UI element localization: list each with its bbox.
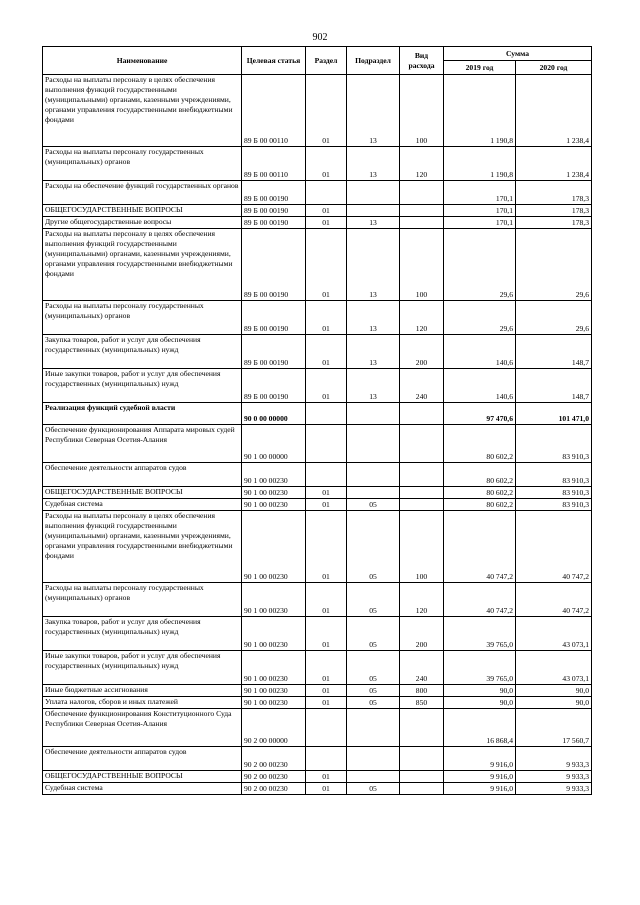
cell-name: ОБЩЕГОСУДАРСТВЕННЫЕ ВОПРОСЫ xyxy=(43,771,242,783)
cell-expense-type xyxy=(400,403,444,425)
table-row xyxy=(43,709,592,747)
cell-expense-type xyxy=(400,783,444,795)
cell-name: Расходы на выплаты персоналу в целях обеспечения выполнения функций государственными (муниципальными) органами, казенными учреждениями, органами управления государственными внебюджетными фондами xyxy=(43,75,242,147)
cell-section: 01 xyxy=(306,217,347,229)
cell-target-article: 90 1 00 00230 xyxy=(242,583,306,617)
table-row xyxy=(43,771,592,783)
cell-subsection: 13 xyxy=(347,147,400,181)
cell-target-article: 89 Б 00 00190 xyxy=(242,217,306,229)
cell-expense-type: 200 xyxy=(400,617,444,651)
cell-name: Закупка товаров, работ и услуг для обеспечения государственных (муниципальных) нужд xyxy=(43,617,242,651)
cell-target-article: 90 1 00 00230 xyxy=(242,697,306,709)
cell-amount-2020: 29,6 xyxy=(516,301,592,335)
cell-expense-type: 100 xyxy=(400,75,444,147)
cell-section: 01 xyxy=(306,697,347,709)
cell-target-article: 90 2 00 00000 xyxy=(242,709,306,747)
table-row xyxy=(43,583,592,617)
table-row xyxy=(43,369,592,403)
cell-section: 01 xyxy=(306,771,347,783)
cell-section: 01 xyxy=(306,487,347,499)
cell-expense-type: 100 xyxy=(400,229,444,301)
cell-name: Иные бюджетные ассигнования xyxy=(43,685,242,697)
table-row xyxy=(43,487,592,499)
cell-name: Судебная система xyxy=(43,499,242,511)
cell-expense-type xyxy=(400,487,444,499)
cell-subsection: 05 xyxy=(347,499,400,511)
cell-amount-2019: 140,6 xyxy=(444,335,516,369)
cell-name: Расходы на выплаты персоналу государственных (муниципальных) органов xyxy=(43,301,242,335)
cell-amount-2020: 178,3 xyxy=(516,181,592,205)
cell-amount-2020: 83 910,3 xyxy=(516,487,592,499)
cell-amount-2020: 90,0 xyxy=(516,697,592,709)
cell-name: Другие общегосударственные вопросы xyxy=(43,217,242,229)
cell-target-article: 90 1 00 00000 xyxy=(242,425,306,463)
cell-subsection: 13 xyxy=(347,229,400,301)
cell-section: 01 xyxy=(306,301,347,335)
table-row xyxy=(43,425,592,463)
cell-amount-2020: 90,0 xyxy=(516,685,592,697)
cell-amount-2019: 80 602,2 xyxy=(444,499,516,511)
cell-name: Обеспечение деятельности аппаратов судов xyxy=(43,463,242,487)
cell-target-article: 89 Б 00 00110 xyxy=(242,147,306,181)
cell-subsection xyxy=(347,205,400,217)
cell-amount-2019: 9 916,0 xyxy=(444,771,516,783)
cell-expense-type: 120 xyxy=(400,301,444,335)
cell-target-article: 90 1 00 00230 xyxy=(242,651,306,685)
cell-subsection: 05 xyxy=(347,685,400,697)
table-row xyxy=(43,697,592,709)
cell-amount-2020: 1 238,4 xyxy=(516,75,592,147)
cell-amount-2020: 83 910,3 xyxy=(516,463,592,487)
cell-amount-2019: 170,1 xyxy=(444,181,516,205)
cell-amount-2019: 9 916,0 xyxy=(444,783,516,795)
table-row xyxy=(43,783,592,795)
cell-expense-type xyxy=(400,771,444,783)
cell-section: 01 xyxy=(306,583,347,617)
cell-amount-2020: 9 933,3 xyxy=(516,783,592,795)
cell-expense-type: 240 xyxy=(400,369,444,403)
cell-amount-2020: 148,7 xyxy=(516,335,592,369)
header-year-2020: 2020 год xyxy=(516,61,592,75)
cell-section xyxy=(306,463,347,487)
cell-amount-2019: 1 190,8 xyxy=(444,75,516,147)
cell-amount-2020: 29,6 xyxy=(516,229,592,301)
cell-target-article: 89 Б 00 00190 xyxy=(242,335,306,369)
cell-expense-type: 100 xyxy=(400,511,444,583)
cell-amount-2020: 40 747,2 xyxy=(516,583,592,617)
cell-amount-2019: 29,6 xyxy=(444,301,516,335)
cell-amount-2019: 16 868,4 xyxy=(444,709,516,747)
cell-amount-2020: 9 933,3 xyxy=(516,747,592,771)
cell-name: Обеспечение функционирования Конституционного Суда Республики Северная Осетия-Алания xyxy=(43,709,242,747)
cell-target-article: 90 1 00 00230 xyxy=(242,617,306,651)
cell-subsection: 05 xyxy=(347,697,400,709)
cell-expense-type xyxy=(400,463,444,487)
table-row xyxy=(43,301,592,335)
cell-subsection xyxy=(347,181,400,205)
cell-target-article: 90 1 00 00230 xyxy=(242,511,306,583)
cell-name: Расходы на обеспечение функций государственных органов xyxy=(43,181,242,205)
cell-section: 01 xyxy=(306,335,347,369)
cell-name: Расходы на выплаты персоналу в целях обеспечения выполнения функций государственными (муниципальными) органами, казенными учреждениями, органами управления государственными внебюджетными фондами xyxy=(43,511,242,583)
table-row xyxy=(43,463,592,487)
cell-name: Обеспечение функционирования Аппарата мировых судей Республики Северная Осетия-Алания xyxy=(43,425,242,463)
cell-section xyxy=(306,709,347,747)
cell-section xyxy=(306,425,347,463)
cell-section: 01 xyxy=(306,229,347,301)
cell-amount-2019: 80 602,2 xyxy=(444,425,516,463)
cell-amount-2019: 170,1 xyxy=(444,205,516,217)
cell-amount-2020: 148,7 xyxy=(516,369,592,403)
cell-name: Иные закупки товаров, работ и услуг для обеспечения государственных (муниципальных) нужд xyxy=(43,651,242,685)
cell-subsection xyxy=(347,403,400,425)
cell-subsection xyxy=(347,709,400,747)
cell-amount-2019: 40 747,2 xyxy=(444,583,516,617)
cell-expense-type xyxy=(400,205,444,217)
table-row xyxy=(43,217,592,229)
cell-amount-2020: 43 073,1 xyxy=(516,617,592,651)
cell-expense-type xyxy=(400,747,444,771)
cell-subsection xyxy=(347,487,400,499)
table-row xyxy=(43,651,592,685)
cell-target-article: 90 0 00 00000 xyxy=(242,403,306,425)
cell-subsection: 13 xyxy=(347,301,400,335)
cell-section: 01 xyxy=(306,147,347,181)
cell-target-article: 89 Б 00 00190 xyxy=(242,181,306,205)
cell-target-article: 90 2 00 00230 xyxy=(242,783,306,795)
cell-name: ОБЩЕГОСУДАРСТВЕННЫЕ ВОПРОСЫ xyxy=(43,487,242,499)
table-row xyxy=(43,403,592,425)
cell-expense-type: 200 xyxy=(400,335,444,369)
cell-name: Закупка товаров, работ и услуг для обеспечения государственных (муниципальных) нужд xyxy=(43,335,242,369)
cell-subsection xyxy=(347,747,400,771)
cell-section: 01 xyxy=(306,651,347,685)
budget-table xyxy=(42,46,592,795)
cell-target-article: 90 2 00 00230 xyxy=(242,771,306,783)
table-row xyxy=(43,511,592,583)
cell-amount-2019: 80 602,2 xyxy=(444,463,516,487)
cell-amount-2019: 80 602,2 xyxy=(444,487,516,499)
cell-subsection: 05 xyxy=(347,651,400,685)
cell-section xyxy=(306,747,347,771)
cell-section: 01 xyxy=(306,75,347,147)
cell-section: 01 xyxy=(306,511,347,583)
cell-section xyxy=(306,181,347,205)
header-year-2019: 2019 год xyxy=(444,61,516,75)
cell-target-article: 89 Б 00 00190 xyxy=(242,301,306,335)
cell-expense-type xyxy=(400,217,444,229)
cell-name: ОБЩЕГОСУДАРСТВЕННЫЕ ВОПРОСЫ xyxy=(43,205,242,217)
cell-target-article: 90 1 00 00230 xyxy=(242,463,306,487)
cell-name: Уплата налогов, сборов и иных платежей xyxy=(43,697,242,709)
header-section: Раздел xyxy=(306,47,347,75)
header-sum: Сумма xyxy=(444,47,592,61)
cell-target-article: 89 Б 00 00110 xyxy=(242,75,306,147)
cell-expense-type xyxy=(400,181,444,205)
cell-subsection: 13 xyxy=(347,75,400,147)
cell-expense-type xyxy=(400,709,444,747)
table-row xyxy=(43,617,592,651)
cell-expense-type: 800 xyxy=(400,685,444,697)
page-number: 902 xyxy=(312,32,328,43)
cell-subsection xyxy=(347,463,400,487)
table-row xyxy=(43,747,592,771)
table-body xyxy=(43,75,592,795)
header-name: Наименование xyxy=(43,47,242,75)
cell-target-article: 90 1 00 00230 xyxy=(242,685,306,697)
cell-section: 01 xyxy=(306,369,347,403)
table-row xyxy=(43,685,592,697)
cell-expense-type: 240 xyxy=(400,651,444,685)
cell-amount-2020: 1 238,4 xyxy=(516,147,592,181)
cell-amount-2019: 90,0 xyxy=(444,697,516,709)
cell-section: 01 xyxy=(306,617,347,651)
cell-amount-2020: 43 073,1 xyxy=(516,651,592,685)
table-row xyxy=(43,205,592,217)
table-row xyxy=(43,335,592,369)
cell-subsection: 05 xyxy=(347,583,400,617)
cell-amount-2019: 90,0 xyxy=(444,685,516,697)
cell-amount-2019: 39 765,0 xyxy=(444,651,516,685)
cell-amount-2019: 170,1 xyxy=(444,217,516,229)
cell-name: Расходы на выплаты персоналу государственных (муниципальных) органов xyxy=(43,583,242,617)
cell-amount-2020: 101 471,0 xyxy=(516,403,592,425)
table-row xyxy=(43,229,592,301)
cell-amount-2020: 83 910,3 xyxy=(516,499,592,511)
cell-amount-2020: 9 933,3 xyxy=(516,771,592,783)
cell-subsection xyxy=(347,425,400,463)
cell-section: 01 xyxy=(306,685,347,697)
cell-expense-type xyxy=(400,499,444,511)
cell-name: Расходы на выплаты персоналу государственных (муниципальных) органов xyxy=(43,147,242,181)
cell-subsection: 05 xyxy=(347,783,400,795)
cell-name: Обеспечение деятельности аппаратов судов xyxy=(43,747,242,771)
cell-section: 01 xyxy=(306,205,347,217)
cell-target-article: 90 1 00 00230 xyxy=(242,499,306,511)
cell-expense-type xyxy=(400,425,444,463)
cell-subsection: 05 xyxy=(347,511,400,583)
cell-target-article: 90 1 00 00230 xyxy=(242,487,306,499)
cell-amount-2019: 140,6 xyxy=(444,369,516,403)
header-expense-type: Вид расхода xyxy=(400,47,444,75)
table-row xyxy=(43,499,592,511)
cell-subsection xyxy=(347,771,400,783)
cell-amount-2019: 40 747,2 xyxy=(444,511,516,583)
cell-amount-2019: 29,6 xyxy=(444,229,516,301)
cell-amount-2019: 9 916,0 xyxy=(444,747,516,771)
table-row xyxy=(43,147,592,181)
cell-amount-2020: 17 560,7 xyxy=(516,709,592,747)
cell-expense-type: 850 xyxy=(400,697,444,709)
cell-expense-type: 120 xyxy=(400,147,444,181)
cell-subsection: 13 xyxy=(347,369,400,403)
cell-target-article: 90 2 00 00230 xyxy=(242,747,306,771)
cell-name: Иные закупки товаров, работ и услуг для обеспечения государственных (муниципальных) нужд xyxy=(43,369,242,403)
header-subsection: Подраздел xyxy=(347,47,400,75)
table-row xyxy=(43,75,592,147)
cell-amount-2020: 178,3 xyxy=(516,217,592,229)
table-row xyxy=(43,181,592,205)
cell-amount-2020: 178,3 xyxy=(516,205,592,217)
header-target-article: Целевая статья xyxy=(242,47,306,75)
cell-name: Реализация функций судебной власти xyxy=(43,403,242,425)
cell-name: Судебная система xyxy=(43,783,242,795)
cell-amount-2019: 1 190,8 xyxy=(444,147,516,181)
table-header xyxy=(43,47,592,75)
cell-section: 01 xyxy=(306,783,347,795)
cell-subsection: 13 xyxy=(347,217,400,229)
cell-target-article: 89 Б 00 00190 xyxy=(242,205,306,217)
cell-expense-type: 120 xyxy=(400,583,444,617)
cell-target-article: 89 Б 00 00190 xyxy=(242,229,306,301)
cell-amount-2019: 39 765,0 xyxy=(444,617,516,651)
cell-subsection: 05 xyxy=(347,617,400,651)
cell-subsection: 13 xyxy=(347,335,400,369)
cell-amount-2019: 97 470,6 xyxy=(444,403,516,425)
cell-target-article: 89 Б 00 00190 xyxy=(242,369,306,403)
cell-amount-2020: 40 747,2 xyxy=(516,511,592,583)
cell-amount-2020: 83 910,3 xyxy=(516,425,592,463)
cell-section xyxy=(306,403,347,425)
cell-name: Расходы на выплаты персоналу в целях обеспечения выполнения функций государственными (муниципальными) органами, казенными учреждениями, органами управления государственными внебюджетными фондами xyxy=(43,229,242,301)
cell-section: 01 xyxy=(306,499,347,511)
